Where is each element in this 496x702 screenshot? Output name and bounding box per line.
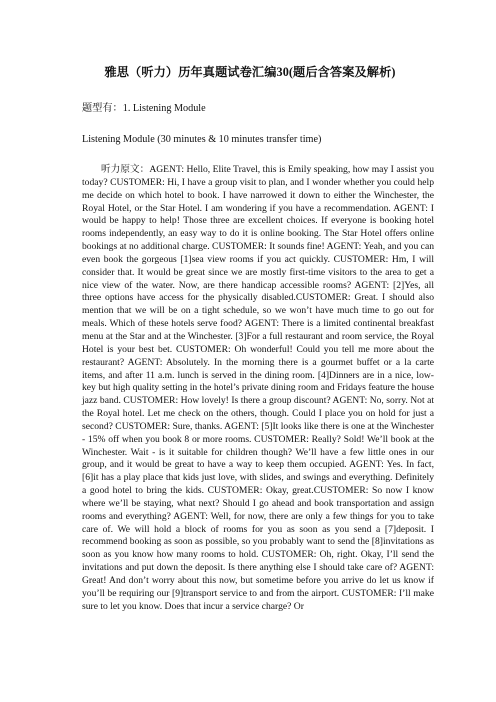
question-type-line: 题型有：1. Listening Module bbox=[82, 103, 206, 114]
document-title: 雅思（听力）历年真题试卷汇编30(题后含答案及解析) bbox=[104, 65, 396, 79]
listening-transcript: 听力原文：AGENT: Hello, Elite Travel, this is Emily speaking, how may I assist you today? CUSTOMER: Hi, I have a group visit to plan, and I wonder whether you could help me decide on which hotel to book. I have narrowed it down to either the Winchester, the Royal Hotel, or the Star Hotel. I am wondering if you have a recommendation. AGENT: I would be happy to help! Those three are excellent choices. If everyone is booking hotel rooms independently, an easy way to do it is online booking. The Star Hotel offers online bookings at no additional charge. CUSTOMER: It sounds fine! AGENT: Yeah, and you can even book the gorgeous [1]sea view rooms if you act quickly. CUSTOMER: Hm, I will consider that. It would be great since we are mostly first-time visitors to the area to get a nice view of the water. Now, are there handicap accessible rooms? AGENT: [2]Yes, all three options have access for the physically disabled.CUSTOMER: Great. I should also mention that we will be on a tight schedule, so we won’t have much time to go out for meals. Which of these hotels serve food? AGENT: There is a limited continental breakfast menu at the Star and at the Winchester. [3]For a full restaurant and room service, the Royal Hotel is your best bet. CUSTOMER: Oh wonderful! Could you tell me more about the restaurant? AGENT: Absolutely. In the morning there is a gourmet buffet or a la carte items, and after 11 a.m. lunch is served in the dining room. [4]Dinners are in a nice, low-key but high quality setting in the hotel’s private dining room and Fridays feature the house jazz band. CUSTOMER: How lovely! Is there a group discount? AGENT: No, sorry. Not at the Royal hotel. Let me check on the others, though. Could I place you on hold for just a second? CUSTOMER: Sure, thanks. AGENT: [5]It looks like there is one at the Winchester - 15% off when you book 8 or more rooms. CUSTOMER: Really? Sold! We’ll book at the Winchester. Wait - is it suitable for children though? We’ll have a few little ones in our group, and it would be great to have a way to keep them occupied. AGENT: Yes. In fact, [6]it has a play place that kids just love, with slides, and swings and everything. Definitely a good hotel to bring the kids. CUSTOMER: Okay, great.CUSTOMER: So now I know where we’ll be staying, what next? Should I go ahead and book transportation and assign rooms and everything? AGENT: Well, for now, there are only a few things for you to take care of. We will hold a block of rooms for you as soon as you send a [7]deposit. I recommend booking as soon as possible, so you probably want to send the [8]invitations as soon as you know how many rooms to hold. CUSTOMER: Oh, right. Okay, I’ll send the invitations and put down the deposit. Is there anything else I should take care of? AGENT: Great! And don’t worry about this now, but sometime before you arrive do let us know if you’ll be requiring our [9]transport service to and from the airport. CUSTOMER: I’ll make sure to let you know. Does that incur a service charge? Or bbox=[82, 164, 434, 612]
module-heading: Listening Module (30 minutes & 10 minutes transfer time) bbox=[82, 134, 322, 145]
